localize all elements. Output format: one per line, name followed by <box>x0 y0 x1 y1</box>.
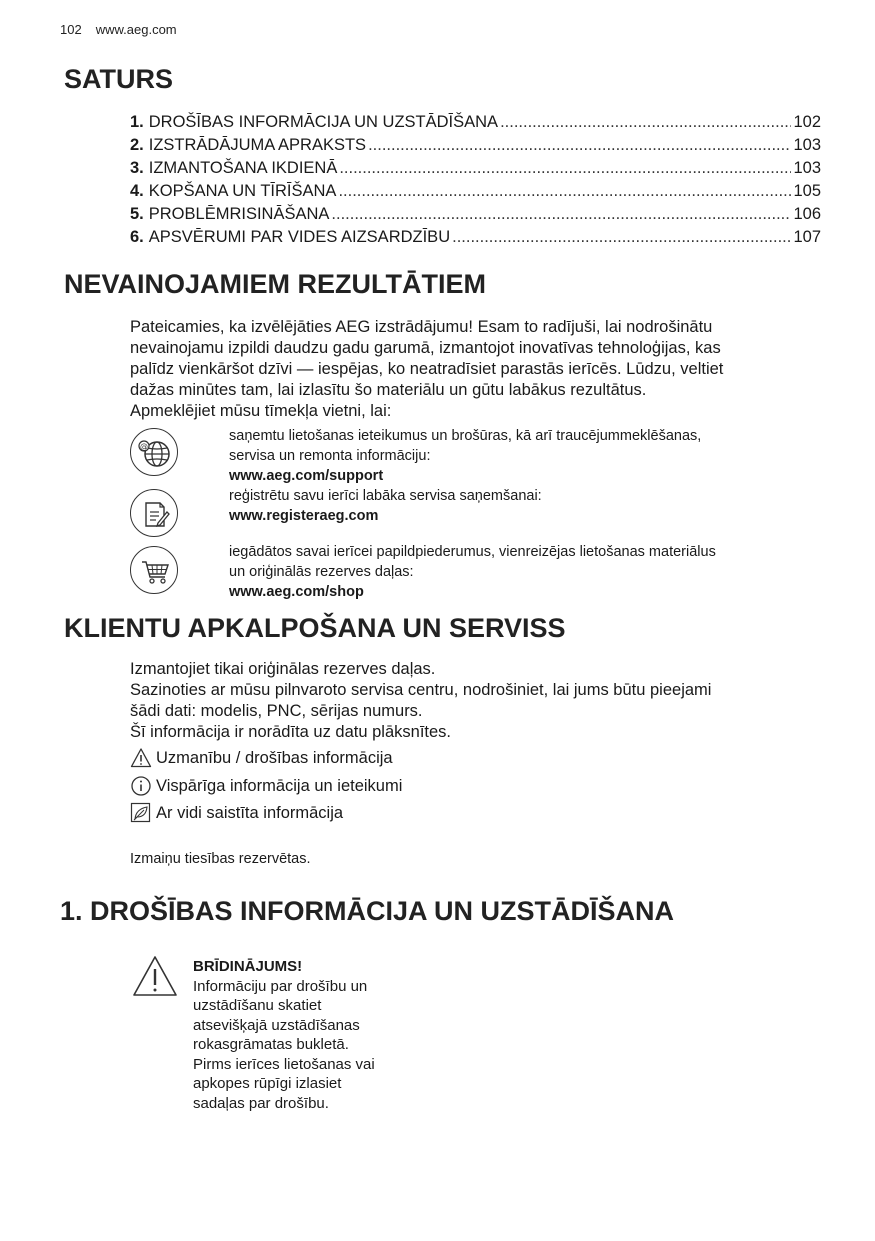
section1-title: 1. DROŠĪBAS INFORMĀCIJA UN UZSTĀDĪŠANA <box>60 896 675 926</box>
globe-icon <box>130 428 178 476</box>
toc-item-page: 103 <box>793 136 821 154</box>
service-line: šādi dati: modelis, PNC, sērijas numurs. <box>130 702 423 720</box>
toc-leader-dots <box>331 203 791 226</box>
results-title: NEVAINOJAMIEM REZULTĀTIEM <box>64 269 486 299</box>
support-url-link[interactable]: www.aeg.com/support <box>229 468 384 484</box>
toc-item[interactable] <box>130 134 821 157</box>
website-link[interactable]: www.aeg.com <box>95 22 177 37</box>
toc-leader-dots <box>452 226 791 249</box>
support-text-line: servisa un remonta informāciju: <box>229 448 431 464</box>
service-line: Izmantojiet tikai oriģinālas rezerves daļas. <box>130 660 436 678</box>
toc-item-page: 102 <box>793 113 821 131</box>
intro-line: dažas minūtes tam, lai izlasītu šo materiālu un gūtu labākus rezultātus. <box>130 381 647 399</box>
warning-line: apkopes rūpīgi izlasiet <box>193 1075 342 1092</box>
legend-label: Vispārīga informācija un ieteikumi <box>156 777 403 795</box>
toc-leader-dots <box>500 111 791 134</box>
warning-icon <box>132 955 178 997</box>
legend-info <box>130 775 402 797</box>
toc-item-label: IZSTRĀDĀJUMA APRAKSTS <box>148 136 367 154</box>
toc-item-page: 107 <box>793 228 821 246</box>
page-header <box>60 22 177 37</box>
intro-line: Apmeklējiet mūsu tīmekļa vietni, lai: <box>130 402 392 420</box>
warning-line: atsevišķajā uzstādīšanas <box>193 1016 360 1034</box>
toc-item-number: 2. <box>130 136 144 154</box>
intro-paragraph <box>130 317 810 422</box>
shop-link-block <box>229 542 716 602</box>
toc-item[interactable] <box>130 226 821 249</box>
warning-line: sadaļas par drošību. <box>193 1094 329 1112</box>
toc-item-number: 6. <box>130 228 144 246</box>
toc-item[interactable] <box>130 180 821 203</box>
service-title: KLIENTU APKALPOŠANA UN SERVISS <box>64 613 566 643</box>
toc-item-number: 4. <box>130 182 144 200</box>
toc-item-label: PROBLĒMRISINĀŠANA <box>148 205 330 223</box>
support-link-block <box>229 426 701 486</box>
toc-item[interactable] <box>130 203 821 226</box>
toc-item-number: 5. <box>130 205 144 223</box>
info-icon <box>130 775 152 797</box>
shop-text-line: un oriģinālās rezerves daļas: <box>229 564 414 580</box>
register-icon <box>130 489 178 537</box>
warning-line: rokasgrāmatas bukletā. <box>193 1036 349 1053</box>
toc-leader-dots <box>368 134 791 157</box>
toc-item-number: 1. <box>130 113 144 131</box>
toc-item-label: DROŠĪBAS INFORMĀCIJA UN UZSTĀDĪŠANA <box>148 113 499 131</box>
page-number: 102 <box>60 22 82 37</box>
changes-note: Izmaiņu tiesības rezervētas. <box>130 851 311 867</box>
legend-warning <box>130 747 393 769</box>
toc-item[interactable] <box>130 157 821 180</box>
toc-item-number: 3. <box>130 159 144 177</box>
register-url-link[interactable]: www.registeraeg.com <box>229 508 379 524</box>
warning-title: BRĪDINĀJUMS! <box>193 958 303 975</box>
register-link-block <box>229 486 542 526</box>
legend-label: Uzmanību / drošības informācija <box>156 749 393 767</box>
toc-leader-dots <box>338 180 791 203</box>
warning-line: Informāciju par drošību un <box>193 977 368 995</box>
intro-line: nevainojamu izpildi daudzu gadu garumā, izmantojot inovatīvas tehnoloģijas, kas <box>130 339 721 357</box>
warning-block <box>193 957 433 1113</box>
toc-item[interactable] <box>130 111 821 134</box>
service-line: Šī informācija ir norādīta uz datu plāksnītes. <box>130 723 451 741</box>
legend-environment <box>130 802 343 824</box>
table-of-contents <box>130 111 821 249</box>
svg-text:@: @ <box>140 442 148 451</box>
intro-line: palīdz vienkāršot dzīvi — iespējas, ko neatradīsiet parastās ierīcēs. Lūdzu, veltiet <box>130 360 724 378</box>
cart-icon <box>130 546 178 594</box>
legend-label: Ar vidi saistīta informācija <box>156 804 344 822</box>
toc-item-page: 103 <box>793 159 821 177</box>
toc-title: SATURS <box>64 64 174 94</box>
toc-item-label: KOPŠANA UN TĪRĪŠANA <box>148 182 337 200</box>
shop-url-link[interactable]: www.aeg.com/shop <box>229 584 364 600</box>
service-line: Sazinoties ar mūsu pilnvaroto servisa centru, nodrošiniet, lai jums būtu pieejami <box>130 681 712 699</box>
shop-text-line: iegādātos savai ierīcei papildpiederumus, vienreizējas lietošanas materiālus <box>229 544 716 560</box>
service-paragraph <box>130 659 810 743</box>
warning-icon <box>130 747 152 769</box>
warning-line: Pirms ierīces lietošanas vai <box>193 1055 375 1073</box>
toc-item-label: APSVĒRUMI PAR VIDES AIZSARDZĪBU <box>148 228 451 246</box>
leaf-icon <box>130 802 152 824</box>
register-text-line: reģistrētu savu ierīci labāka servisa saņemšanai: <box>229 488 542 504</box>
warning-line: uzstādīšanu skatiet <box>193 997 322 1014</box>
toc-item-page: 106 <box>793 205 821 223</box>
toc-item-label: IZMANTOŠANA IKDIENĀ <box>148 159 338 177</box>
toc-item-page: 105 <box>793 182 821 200</box>
support-text-line: saņemtu lietošanas ieteikumus un brošūras, kā arī traucējummeklēšanas, <box>229 428 702 444</box>
toc-leader-dots <box>339 157 791 180</box>
intro-line: Pateicamies, ka izvēlējāties AEG izstrādājumu! Esam to radījuši, lai nodrošinātu <box>130 318 713 336</box>
